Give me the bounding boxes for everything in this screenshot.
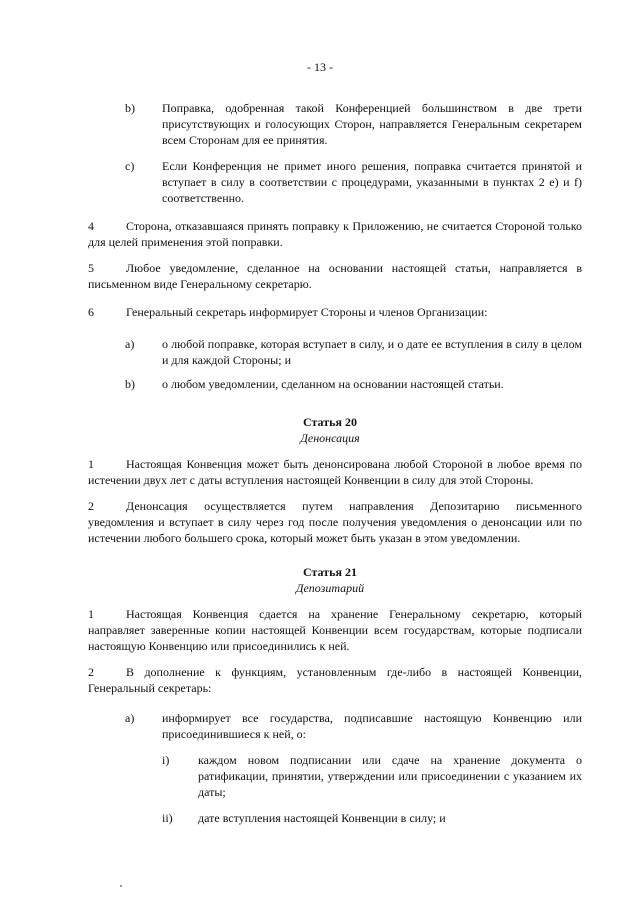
article-21-paragraph-number-2: 2 xyxy=(88,665,94,679)
article-20-paragraph-number-2: 2 xyxy=(88,499,94,513)
item-label-b: b) xyxy=(125,101,135,115)
item-label-6a: a) xyxy=(125,337,135,351)
article-21-title: Статья 21 xyxy=(303,565,357,579)
article-21-paragraph-text-2: В дополнение к функциям, установленным где-либо в настоящей Конвенции, Генеральный секретарь: xyxy=(88,665,582,695)
article-20-paragraph-number-1: 1 xyxy=(88,457,94,471)
article-20-subtitle: Денонсация xyxy=(300,431,360,445)
item-text-b: Поправка, одобренная такой Конференцией большинством в две трети присутствующих и голосующих Сторон, направляется Генеральным секретарем всем Сторонам для ее принятия. xyxy=(162,101,582,147)
article-20-title: Статья 20 xyxy=(303,415,357,429)
item-text-c: Если Конференция не примет иного решения, поправка считается принятой и вступает в силу в соответствии с процедурами, указанными в пунктах 2 e) и f) соответственно. xyxy=(162,159,582,205)
paragraph-number-6: 6 xyxy=(88,305,94,319)
scan-artifact-dot xyxy=(120,885,122,887)
paragraph-text-6: Генеральный секретарь информирует Стороны и членов Организации: xyxy=(126,305,488,319)
article-20-paragraph-text-1: Настоящая Конвенция может быть денонсирована любой Стороной в любое время по истечении двух лет с даты вступления настоящей Конвенции в силу для этой Стороны. xyxy=(88,457,582,487)
article-21-subitem-text-i: каждом новом подписании или сдаче на хранение документа о ратификации, принятии, утверждении или присоединении с указанием их даты; xyxy=(198,753,582,799)
paragraph-text-5: Любое уведомление, сделанное на основании настоящей статьи, направляется в письменном виде Генеральному секретарю. xyxy=(88,261,582,291)
item-label-6b: b) xyxy=(125,377,135,391)
article-21-item-label-a: a) xyxy=(125,711,135,725)
item-label-c: c) xyxy=(125,159,135,173)
article-20-paragraph-text-2: Денонсация осуществляется путем направления Депозитарию письменного уведомления и вступает в силу через год после получения уведомления о денонсации или по истечении любого большего срока, который может быть указан в этом уведомлении. xyxy=(88,499,582,545)
paragraph-number-5: 5 xyxy=(88,261,94,275)
item-text-6b: о любом уведомлении, сделанном на основании настоящей статьи. xyxy=(162,377,504,391)
item-text-6a: о любой поправке, которая вступает в силу, и о дате ее вступления в силу в целом и для каждой Стороны; и xyxy=(162,337,582,367)
paragraph-text-4: Сторона, отказавшаяся принять поправку к Приложению, не считается Стороной только для целей применения этой поправки. xyxy=(88,219,582,249)
article-21-subitem-label-i: i) xyxy=(162,753,170,767)
article-21-paragraph-number-1: 1 xyxy=(88,607,94,621)
article-21-subtitle: Депозитарий xyxy=(295,581,365,595)
article-21-item-text-a: информирует все государства, подписавшие настоящую Конвенцию или присоединившиеся к ней, о: xyxy=(162,711,582,741)
article-21-paragraph-text-1: Настоящая Конвенция сдается на хранение Генеральному секретарю, который направляет заверенные копии настоящей Конвенции всем государствам, которые подписали настоящую Конвенцию или присоединились к ней. xyxy=(88,607,582,653)
paragraph-number-4: 4 xyxy=(88,219,94,233)
page-number: - 13 - xyxy=(307,60,333,74)
article-21-subitem-text-ii: дате вступления настоящей Конвенции в силу; и xyxy=(198,811,446,825)
article-21-subitem-label-ii: ii) xyxy=(162,811,173,825)
